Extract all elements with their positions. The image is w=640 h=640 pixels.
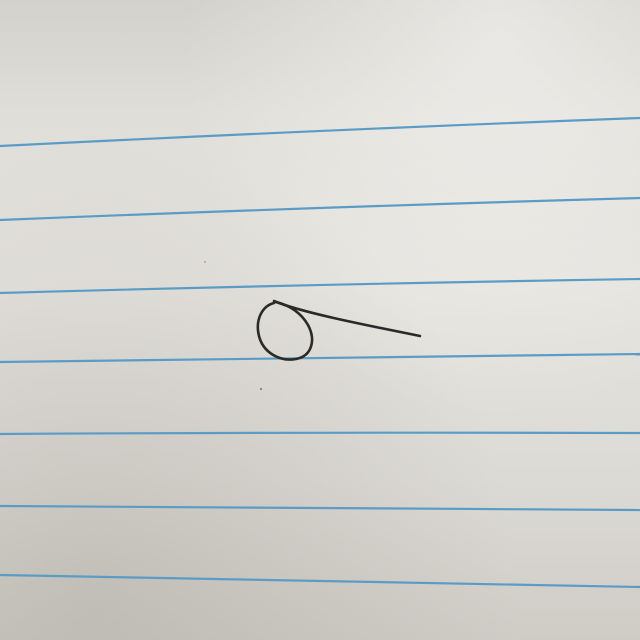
paper-speck [260, 388, 262, 390]
rule-line [0, 433, 640, 434]
paper-speck [204, 261, 206, 263]
